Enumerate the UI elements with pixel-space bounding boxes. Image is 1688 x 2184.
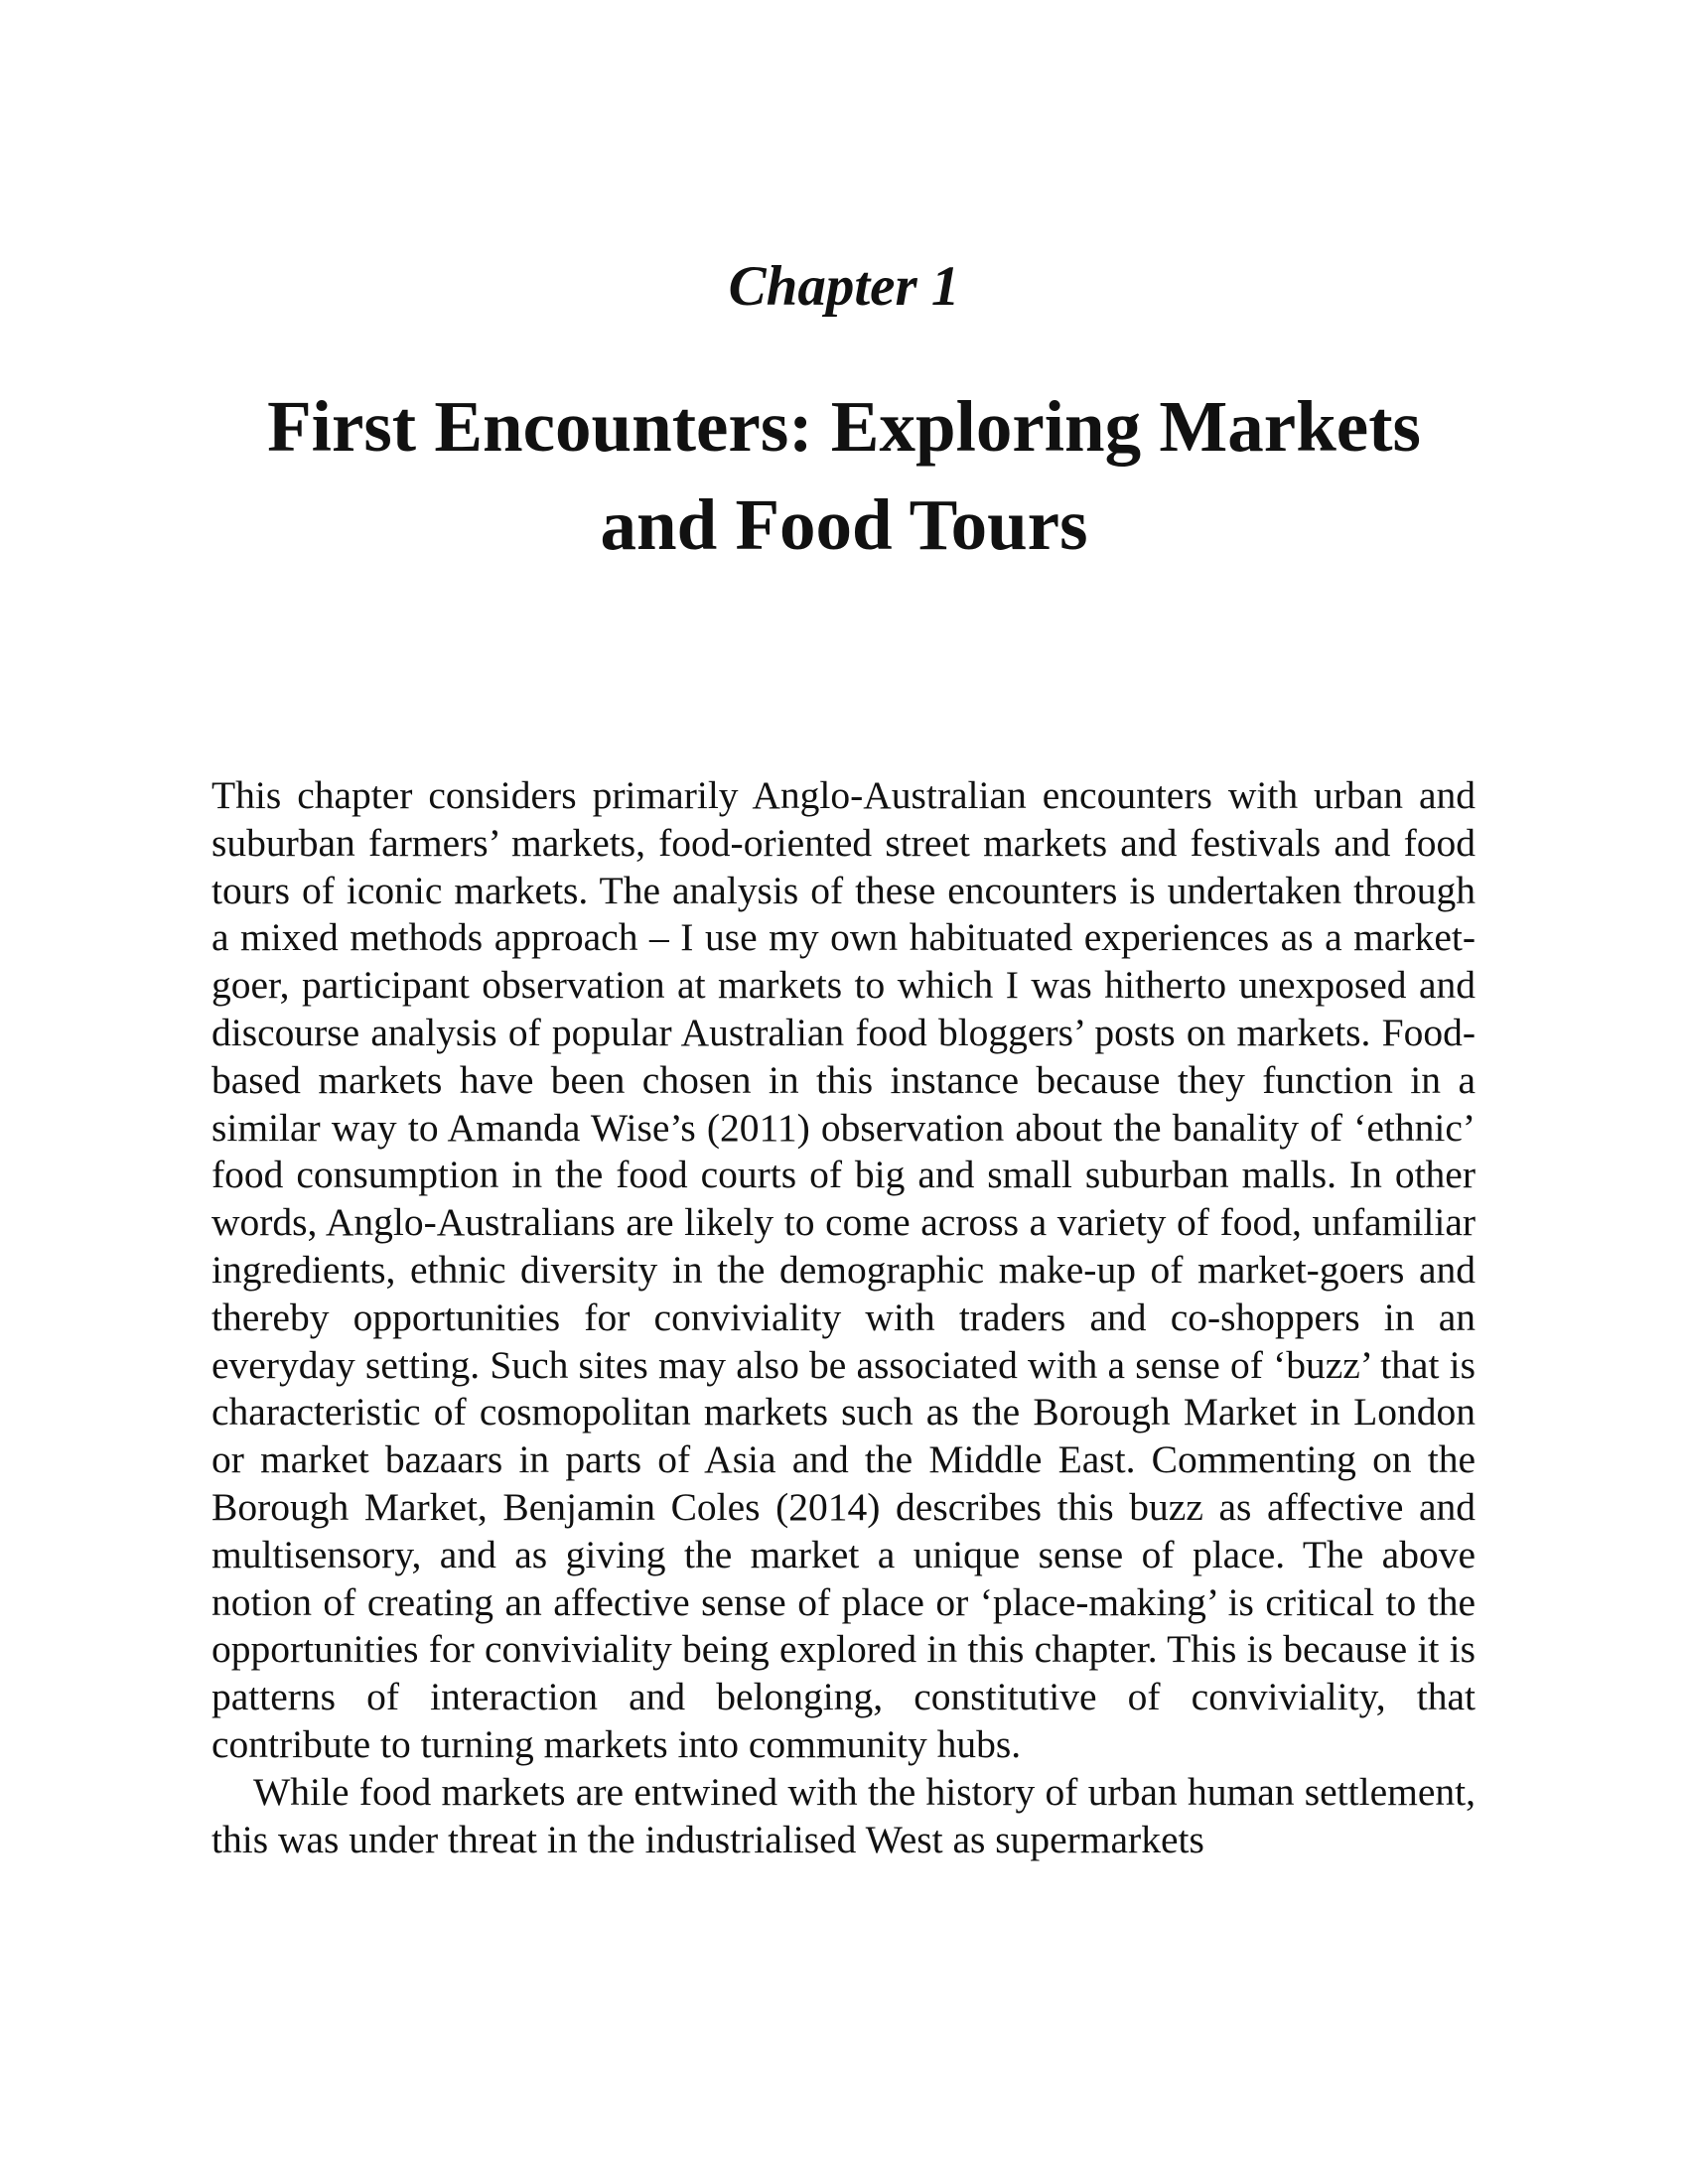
chapter-title	[199, 377, 1489, 574]
paragraph-2: While food markets are entwined with the history of urban human settlement, this was under threat in the industrialised West as supermarkets	[211, 1769, 1476, 1861]
chapter-title-line-2: and Food Tours	[600, 484, 1088, 565]
chapter-label: Chapter 1	[728, 255, 960, 318]
paragraph-1: This chapter considers primarily Anglo-Australian encounters with urban and suburban farmers’ markets, food-oriented street markets and festivals and food tours of iconic markets. The analysis of these encounters is undertaken through a mixed methods approach – I use my own habituated experiences as a market-goer, participant observation at markets to which I was hitherto unexposed and discourse analysis of popular Australian food bloggers’ posts on markets. Food-based markets have been chosen in this instance because they function in a similar way to Amanda Wise’s (2011) observation about the banality of ‘ethnic’ food consumption in the food courts of big and small suburban malls. In other words, Anglo-Australians are likely to come across a variety of food, unfamiliar ingredients, ethnic diversity in the demographic make-up of market-goers and thereby opportunities for conviviality with traders and co-shoppers in an everyday setting. Such sites may also be associated with a sense of ‘buzz’ that is characteristic of cosmopolitan markets such as the Borough Market in London or market bazaars in parts of Asia and the Middle East. Commenting on the Borough Market, Benjamin Coles (2014) describes this buzz as affective and multisensory, and as giving the market a unique sense of place. The above notion of creating an affective sense of place or ‘place-making’ is critical to the opportunities for conviviality being explored in this chapter. This is because it is patterns of interaction and belonging, constitutive of conviviality, that contribute to turning markets into community hubs.	[211, 773, 1476, 1766]
chapter-title-line-1: First Encounters: Exploring Markets	[267, 386, 1421, 467]
body-text	[211, 772, 1476, 1863]
